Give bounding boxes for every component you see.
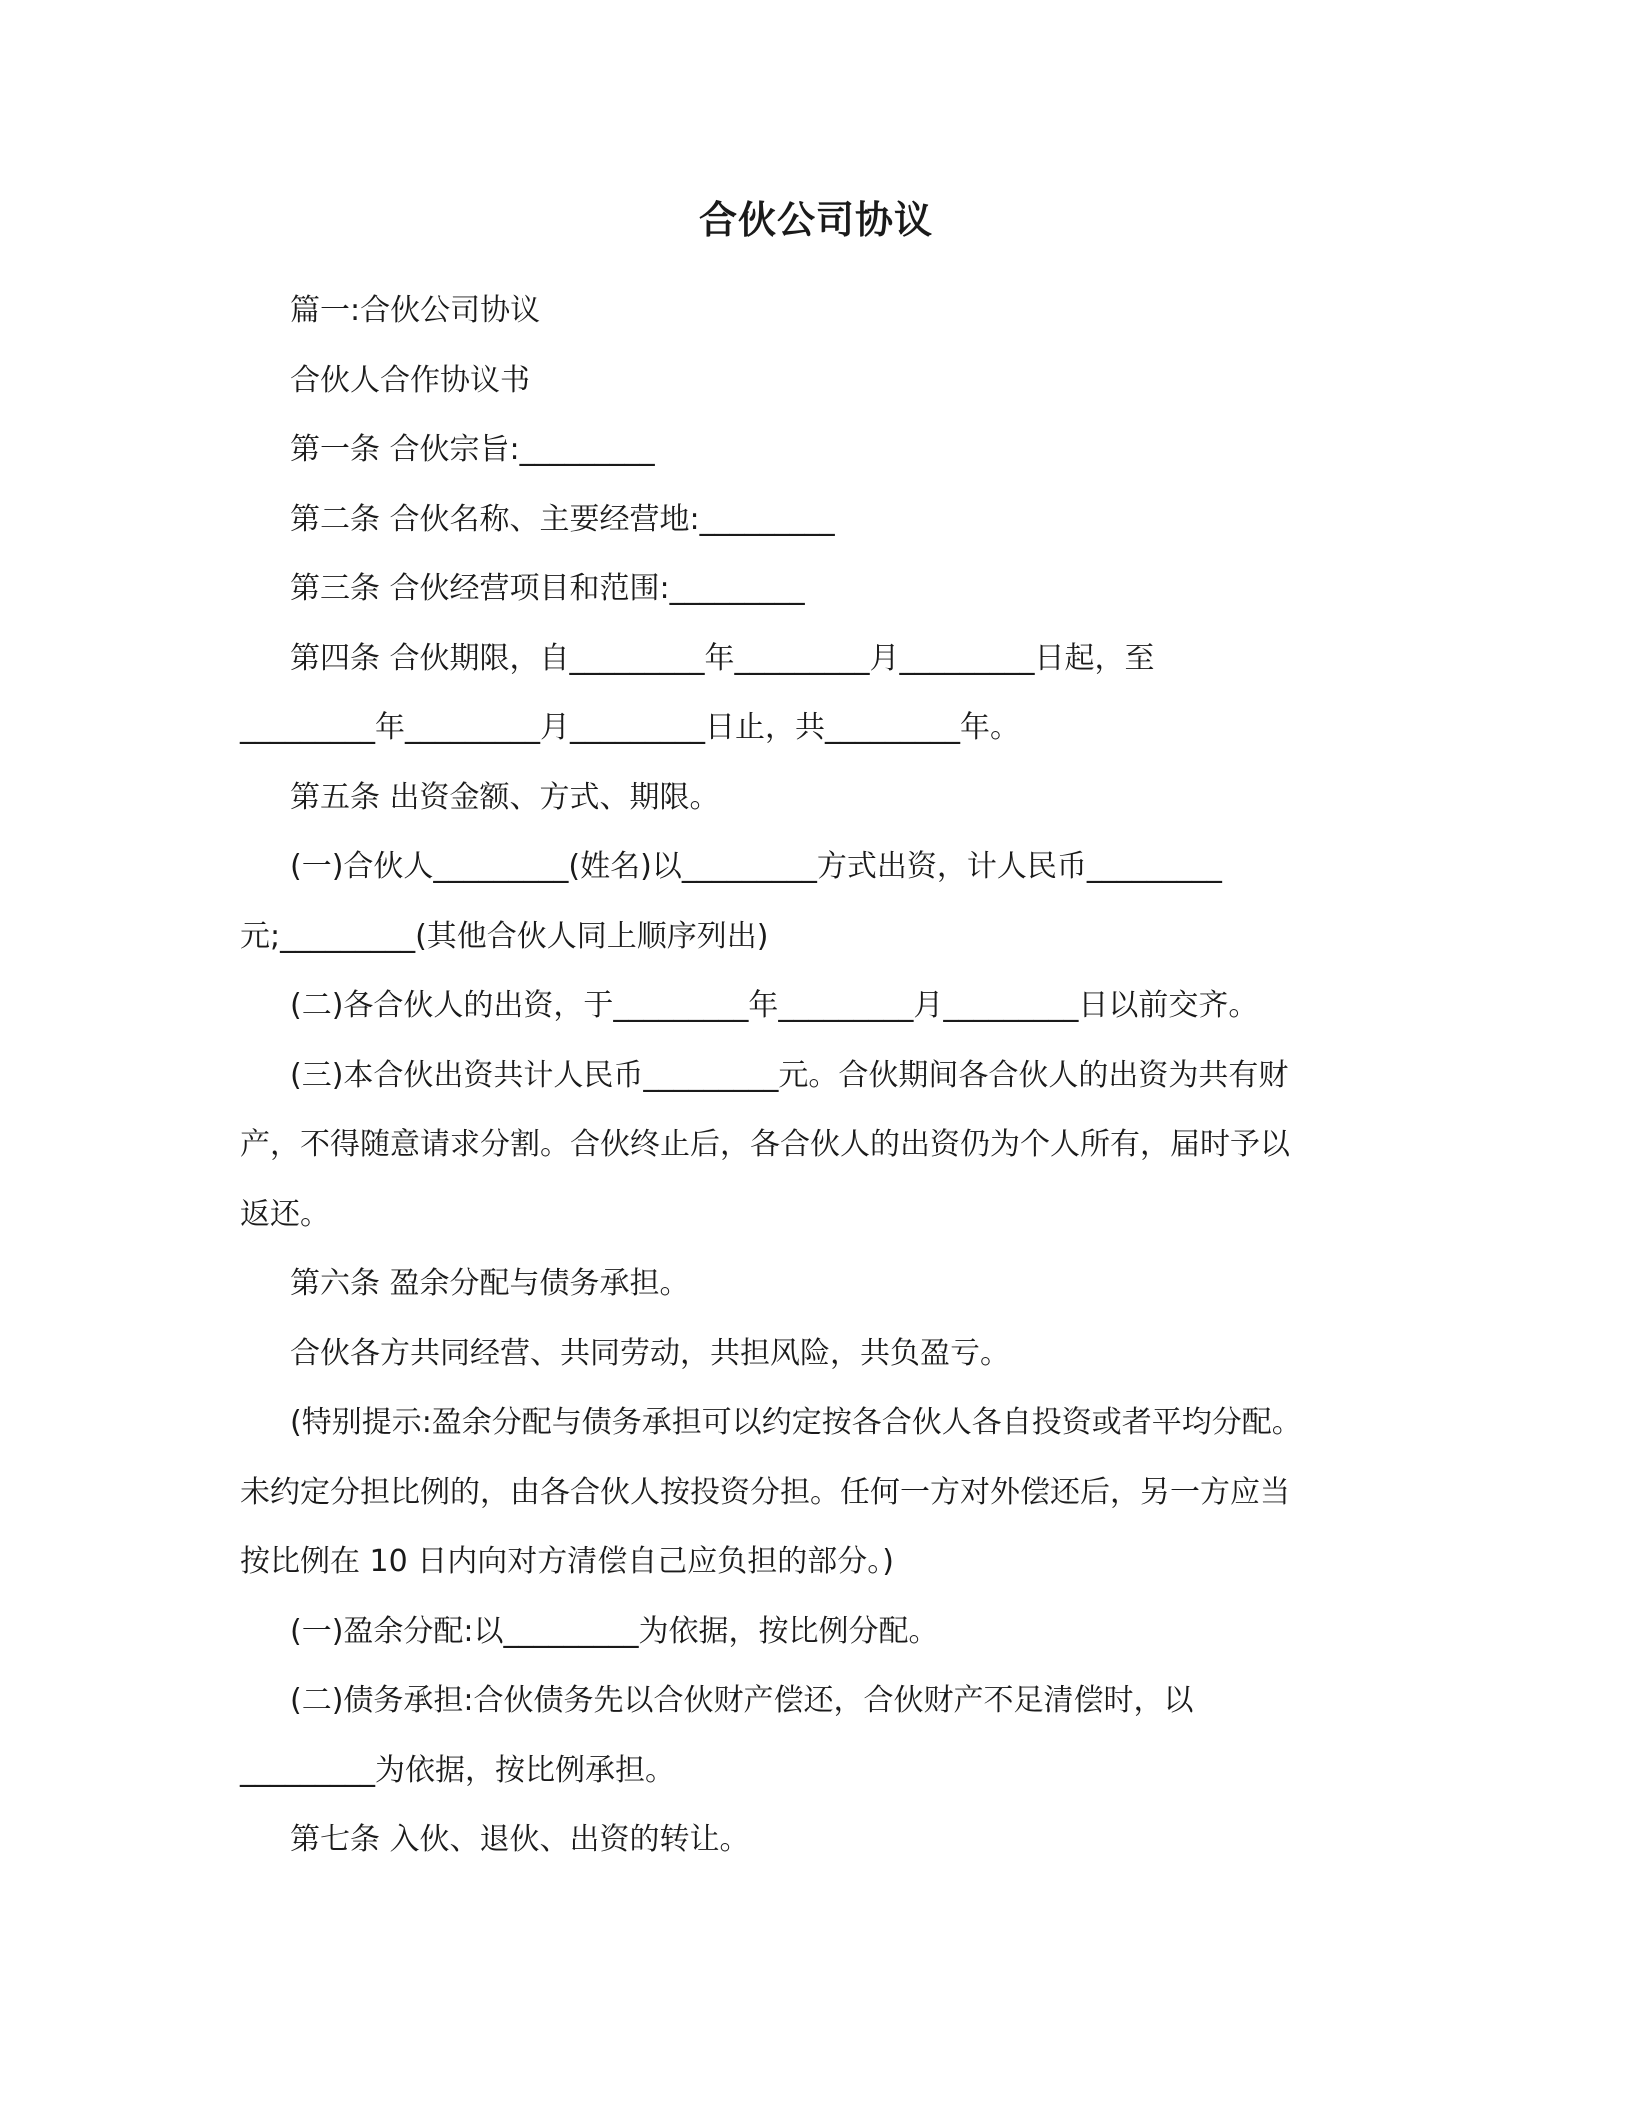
document-body (240, 276, 1360, 1875)
paragraph: 第一条 合伙宗旨:_________ (290, 432, 655, 467)
paragraph: 第五条 出资金额、方式、期限。 (290, 779, 720, 815)
paragraph: 第六条 盈余分配与债务承担。 (290, 1266, 690, 1301)
paragraph: 篇一:合伙公司协议 (290, 293, 541, 328)
paragraph: (二)债务承担:合伙债务先以合伙财产偿还，合伙财产不足清偿时，以 (290, 1683, 1194, 1718)
paragraph: 返还。 (240, 1196, 330, 1232)
paragraph: 合伙各方共同经营、共同劳动，共担风险，共负盈亏。 (290, 1335, 1010, 1371)
paragraph: (特别提示:盈余分配与债务承担可以约定按各合伙人各自投资或者平均分配。 (290, 1405, 1302, 1440)
paragraph: (二)各合伙人的出资，于_________年_________月_________日以前交齐。 (290, 988, 1259, 1023)
paragraph: (一)合伙人_________(姓名)以_________方式出资，计人民币_________ (290, 849, 1222, 884)
paragraph: _________年_________月_________日止，共_________年。 (240, 710, 1020, 745)
paragraph: 第四条 合伙期限，自_________年_________月_________日起，至 (290, 640, 1155, 676)
paragraph: (三)本合伙出资共计人民币_________元。合伙期间各合伙人的出资为共有财 (290, 1057, 1289, 1093)
paragraph: 产，不得随意请求分割。合伙终止后，各合伙人的出资仍为个人所有，届时予以 (240, 1127, 1290, 1162)
paragraph: 合伙人合作协议书 (290, 362, 530, 398)
paragraph: _________为依据，按比例承担。 (240, 1752, 675, 1788)
document-title: 合伙公司协议 (698, 198, 933, 242)
paragraph: 未约定分担比例的，由各合伙人按投资分担。任何一方对外偿还后，另一方应当 (240, 1474, 1290, 1510)
paragraph: 元;_________(其他合伙人同上顺序列出) (240, 918, 769, 954)
paragraph: 按比例在 10 日内向对方清偿自己应负担的部分。) (240, 1544, 894, 1579)
paragraph: (一)盈余分配:以_________为依据，按比例分配。 (290, 1613, 939, 1649)
paragraph: 第二条 合伙名称、主要经营地:_________ (290, 501, 835, 537)
paragraph: 第三条 合伙经营项目和范围:_________ (290, 571, 805, 606)
paragraph: 第七条 入伙、退伙、出资的转让。 (290, 1822, 750, 1857)
